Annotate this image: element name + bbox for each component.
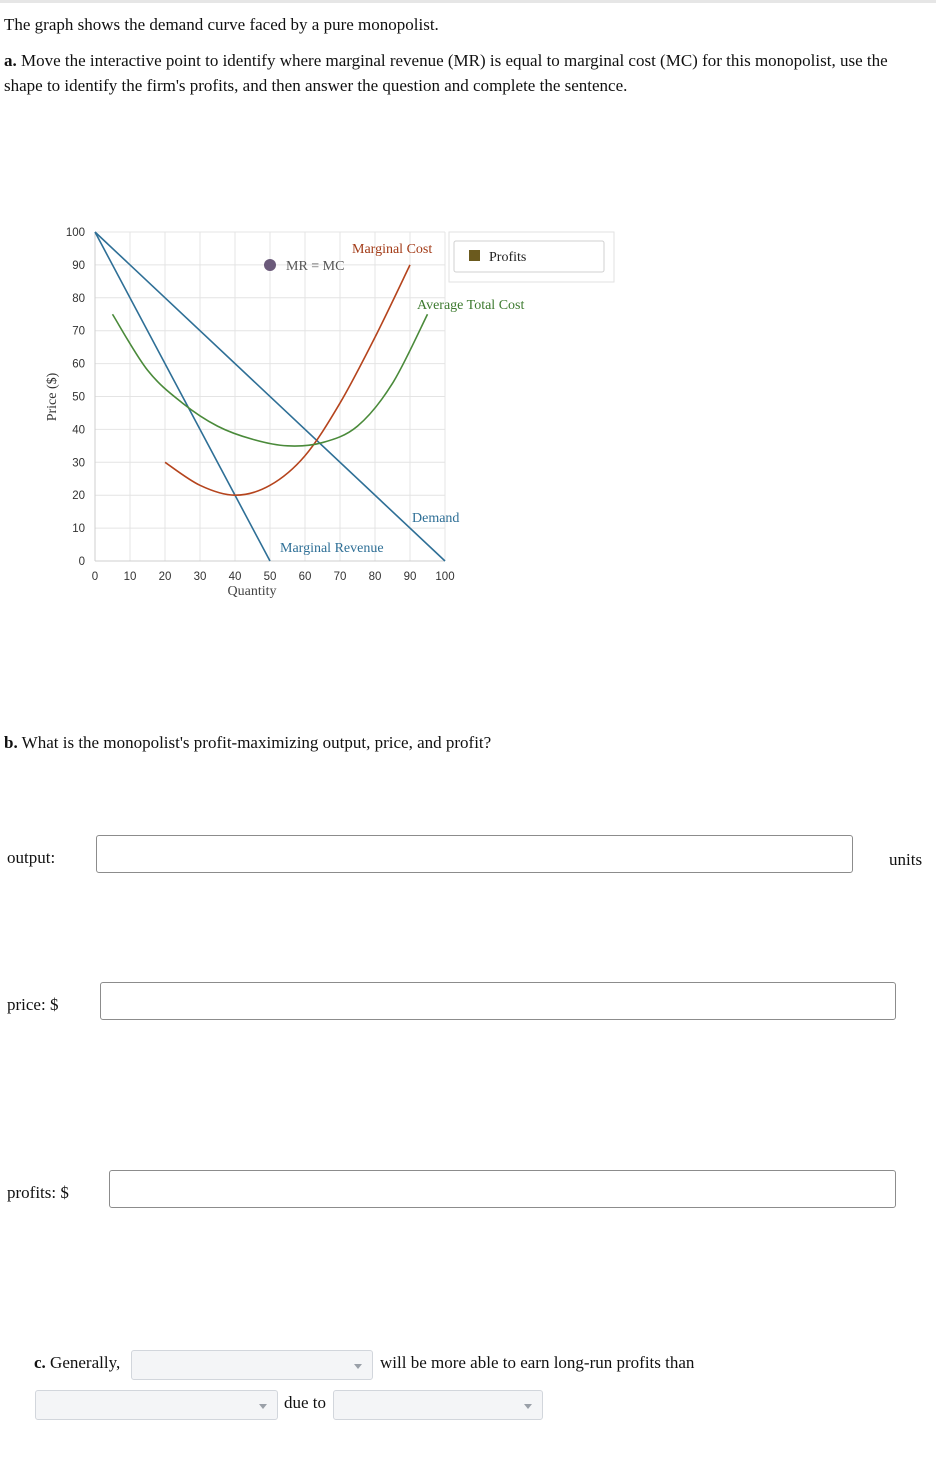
profits-legend-swatch[interactable] [469, 250, 480, 261]
legend-profits-label: Profits [489, 250, 527, 265]
demand-curve-label: Demand [412, 511, 460, 526]
x-tick-label: 20 [158, 571, 172, 583]
mc-curve [165, 265, 410, 495]
profits-input[interactable] [109, 1170, 896, 1208]
y-tick-label: 80 [72, 292, 85, 305]
x-tick-label: 70 [333, 571, 347, 583]
question-c-prefix: c. [34, 1353, 46, 1372]
monopolist-graph [40, 222, 630, 607]
question-b-prefix: b. [4, 733, 18, 752]
y-tick-label: 10 [72, 523, 85, 536]
profits-label: profits: $ [7, 1183, 69, 1202]
y-tick-label: 30 [72, 457, 85, 470]
atc-curve-label: Average Total Cost [417, 298, 525, 313]
question-a-prefix: a. [4, 51, 17, 70]
y-tick-label: 90 [72, 259, 85, 272]
y-tick-label: 70 [72, 325, 85, 338]
y-tick-label: 20 [72, 490, 85, 503]
top-divider [0, 0, 936, 3]
x-tick-label: 10 [123, 571, 137, 583]
due-to-text: due to [284, 1393, 327, 1412]
mc-curve-label: Marginal Cost [352, 242, 433, 257]
y-tick-label: 0 [78, 556, 85, 568]
x-tick-label: 30 [193, 571, 207, 583]
x-tick-label: 40 [228, 571, 242, 583]
legend-box [449, 232, 614, 282]
axis-ticks [66, 227, 455, 583]
chevron-down-icon [259, 1404, 267, 1409]
mr-mc-point-label: MR = MC [286, 259, 345, 274]
question-c-lead [34, 1353, 120, 1373]
question-c-lead-text: Generally, [50, 1353, 121, 1372]
x-axis-label: Quantity [227, 584, 277, 599]
question-b [4, 730, 491, 755]
price-input[interactable] [100, 982, 896, 1020]
question-c-mid-text: will be more able to earn long-run profits than [380, 1353, 695, 1372]
output-input[interactable] [96, 835, 853, 873]
x-tick-label: 100 [435, 571, 455, 583]
question-b-text: What is the monopolist's profit-maximizing output, price, and profit? [21, 733, 492, 752]
y-tick-label: 60 [72, 358, 85, 371]
output-label: output: [7, 848, 56, 867]
y-tick-label: 100 [65, 227, 85, 239]
x-tick-label: 60 [298, 571, 312, 583]
y-axis-label: Price ($) [45, 372, 60, 422]
mr-mc-point[interactable] [264, 259, 344, 274]
market-type-dropdown-2[interactable] [35, 1390, 278, 1420]
chevron-down-icon [524, 1404, 532, 1409]
y-tick-label: 40 [72, 424, 85, 437]
chevron-down-icon [354, 1364, 362, 1369]
market-type-dropdown-1[interactable] [131, 1350, 373, 1380]
x-tick-label: 50 [263, 571, 277, 583]
output-units: units [889, 850, 923, 869]
mr-mc-point-marker[interactable] [264, 259, 276, 271]
reason-dropdown[interactable] [333, 1390, 543, 1420]
x-tick-label: 0 [91, 571, 99, 583]
mr-curve-label: Marginal Revenue [280, 541, 384, 556]
question-a [4, 48, 924, 98]
intro-text: The graph shows the demand curve faced by a pure monopolist. [4, 15, 439, 34]
price-label: price: $ [7, 995, 59, 1014]
x-tick-label: 80 [368, 571, 382, 583]
x-tick-label: 90 [403, 571, 417, 583]
mc-curve-group [165, 265, 410, 495]
y-tick-label: 50 [72, 391, 85, 404]
question-a-text: Move the interactive point to identify where marginal revenue (MR) is equal to marginal cost (MC) for this monopolist, use the shape to identify the firm's profits, and then answer the question and complete the sentence. [4, 51, 888, 95]
